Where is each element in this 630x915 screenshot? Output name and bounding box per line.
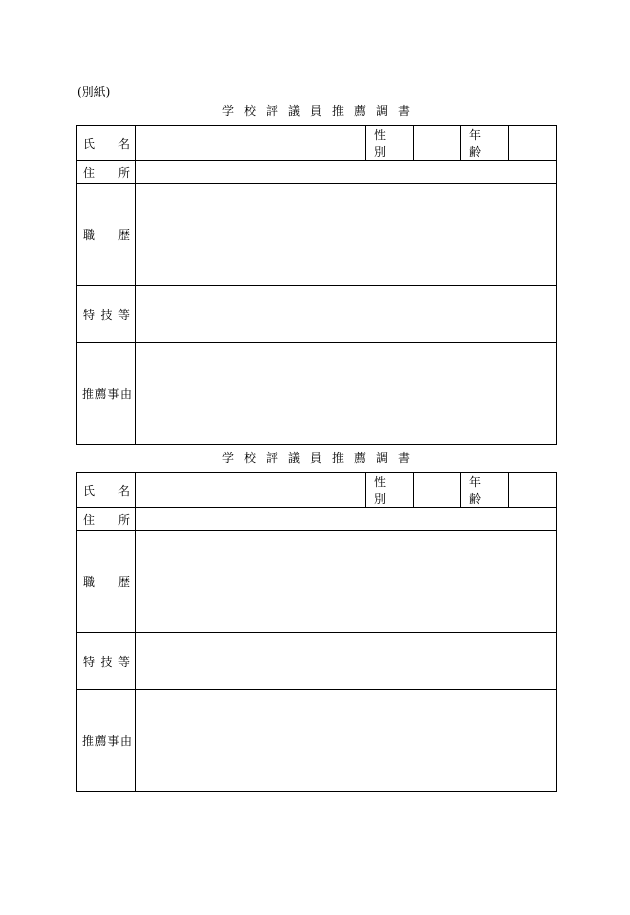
gender-field[interactable] bbox=[414, 126, 461, 161]
address-field[interactable] bbox=[136, 161, 557, 184]
name-field[interactable] bbox=[136, 126, 366, 161]
name-field[interactable] bbox=[136, 473, 366, 508]
row-name bbox=[77, 473, 557, 508]
age-field[interactable] bbox=[509, 473, 557, 508]
reason-field[interactable] bbox=[136, 343, 557, 445]
reason-label: 推薦事由 bbox=[77, 343, 136, 445]
row-address bbox=[77, 161, 557, 184]
row-career bbox=[77, 531, 557, 633]
row-name bbox=[77, 126, 557, 161]
skills-field[interactable] bbox=[136, 633, 557, 690]
gender-field[interactable] bbox=[414, 473, 461, 508]
gender-label: 性 別 bbox=[366, 126, 414, 161]
career-field[interactable] bbox=[136, 531, 557, 633]
row-address bbox=[77, 508, 557, 531]
age-label: 年 齢 bbox=[461, 126, 509, 161]
skills-label: 特技等 bbox=[77, 633, 136, 690]
form-table bbox=[76, 472, 557, 792]
row-reason bbox=[77, 690, 557, 792]
age-label: 年 齢 bbox=[461, 473, 509, 508]
address-label: 住 所 bbox=[77, 508, 136, 531]
form-title: 学校評議員推薦調書 bbox=[221, 104, 420, 118]
reason-field[interactable] bbox=[136, 690, 557, 792]
recommendation-form-2 bbox=[76, 448, 556, 792]
row-skills bbox=[77, 633, 557, 690]
address-field[interactable] bbox=[136, 508, 557, 531]
name-label: 氏 名 bbox=[77, 126, 136, 161]
row-reason bbox=[77, 343, 557, 445]
career-label: 職 歴 bbox=[77, 184, 136, 286]
row-career bbox=[77, 184, 557, 286]
career-label: 職 歴 bbox=[77, 531, 136, 633]
annex-label: (別紙) bbox=[77, 85, 111, 99]
form-title: 学校評議員推薦調書 bbox=[221, 451, 420, 465]
row-skills bbox=[77, 286, 557, 343]
skills-label: 特技等 bbox=[77, 286, 136, 343]
reason-label: 推薦事由 bbox=[77, 690, 136, 792]
form-table bbox=[76, 125, 557, 445]
address-label: 住 所 bbox=[77, 161, 136, 184]
age-field[interactable] bbox=[509, 126, 557, 161]
recommendation-form-1 bbox=[76, 101, 556, 445]
name-label: 氏 名 bbox=[77, 473, 136, 508]
skills-field[interactable] bbox=[136, 286, 557, 343]
gender-label: 性 別 bbox=[366, 473, 414, 508]
career-field[interactable] bbox=[136, 184, 557, 286]
